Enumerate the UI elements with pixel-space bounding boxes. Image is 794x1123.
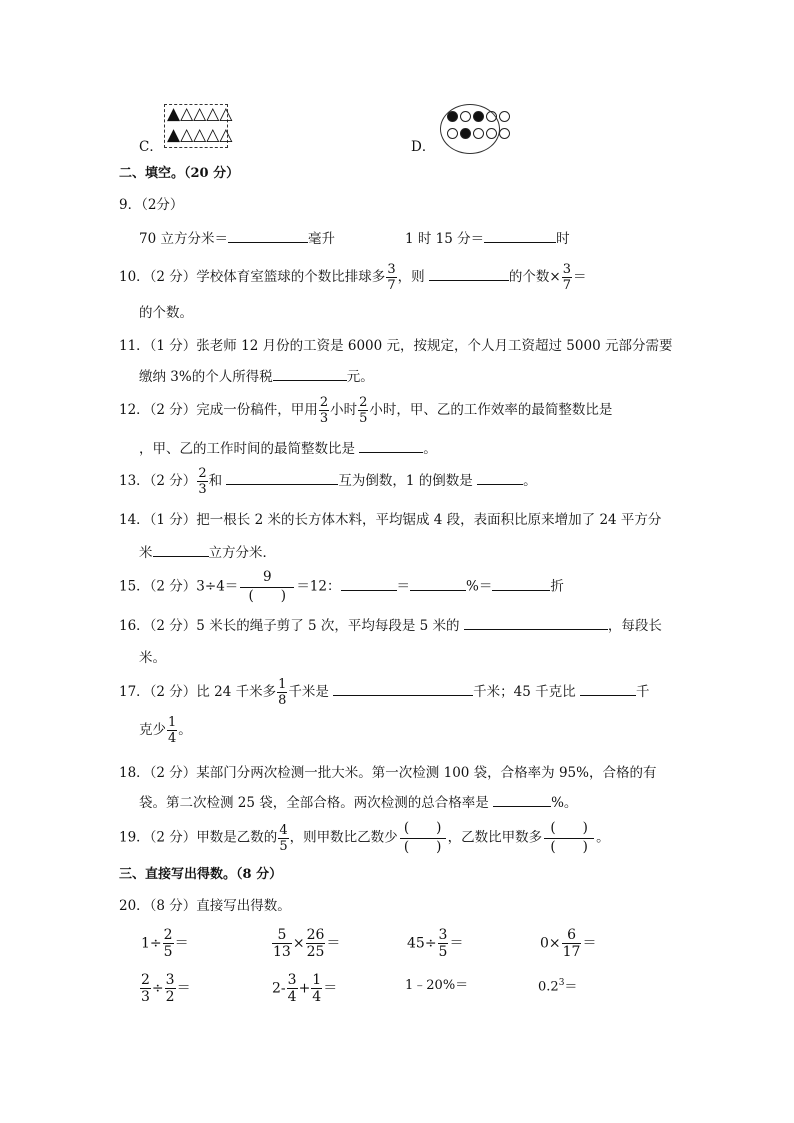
- outline-circle-icon: [499, 128, 510, 139]
- question-12-line2: [139, 443, 437, 457]
- q15-a: ＝12：: [296, 578, 341, 595]
- outline-circle-icon: [473, 128, 484, 139]
- filled-triangle-icon: ▲: [167, 104, 181, 124]
- fraction-blank[interactable]: ( ) ( ): [544, 822, 594, 854]
- q13-and: 和: [208, 473, 223, 489]
- q13-end: 。: [523, 473, 537, 489]
- filled-circle-icon: [460, 128, 471, 139]
- question-17-line2: [139, 716, 192, 745]
- q12-lead: 12．（2 分）完成一份稿件，甲用: [119, 402, 318, 418]
- q12-tail: 小时，甲、乙的工作效率的最简整数比是: [369, 402, 613, 418]
- q19-b: ，乙数比甲数多: [447, 829, 543, 846]
- triangle-row: [167, 127, 232, 144]
- fraction: $\frac{2}{3}$: [198, 466, 207, 497]
- q16-tail: ，每段长: [607, 618, 662, 634]
- q16-text: 16．（2 分）5 米长的绳子剪了 5 次，平均每段是 5 米的: [119, 618, 460, 634]
- q10-after: 的个数×: [508, 269, 561, 285]
- q19-c: 。: [596, 829, 610, 846]
- q19-lead: 19．（2 分）甲数是乙数的: [119, 829, 278, 846]
- outline-triangle-icon: △: [206, 125, 220, 145]
- expression-7: 1﹣20%＝: [405, 978, 469, 993]
- q17-end: 。: [178, 722, 192, 738]
- question-18: 18．（2 分）某部门分两次检测一批大米。第一次检测 100 袋，合格率为 95%，合格的有: [119, 765, 657, 781]
- outline-triangle-icon: △: [193, 104, 207, 124]
- outline-triangle-icon: △: [219, 104, 233, 124]
- question-9: 9．（2分）: [119, 197, 184, 213]
- q18-end: %。: [551, 795, 578, 811]
- answer-blank[interactable]: [341, 589, 397, 591]
- q14-end: 立方分米．: [208, 545, 276, 561]
- question-9-line-b: [405, 233, 570, 247]
- q15-b: ＝: [396, 578, 410, 595]
- fraction: $\frac{2}{5}$: [359, 395, 368, 426]
- answer-blank[interactable]: [477, 483, 523, 485]
- expression-2: $\frac{5}{13}$ × $\frac{26}{25}$ ＝: [273, 927, 341, 960]
- question-11: 11．（1 分）张老师 12 月份的工资是 6000 元，按规定，个人月工资超过 5000 元部分需要: [119, 338, 673, 354]
- triangle-row: [167, 106, 232, 123]
- q15-lead: 15．（2 分）3÷4＝: [119, 578, 239, 595]
- fraction-blank[interactable]: ( ) ( ): [400, 822, 446, 854]
- dot-row: [446, 111, 511, 126]
- q15-c: %＝: [466, 578, 493, 595]
- question-15: [119, 571, 564, 603]
- fraction: $\frac{3}{7}$: [387, 262, 396, 293]
- q17-c: 千: [635, 684, 650, 700]
- question-9-line: [139, 233, 335, 247]
- question-14-line2: [139, 547, 276, 561]
- question-17: [119, 678, 649, 707]
- answer-blank[interactable]: [359, 451, 423, 453]
- outline-circle-icon: [499, 111, 510, 122]
- question-16-line2: 米。: [139, 650, 166, 666]
- expression-4: 0× $\frac{6}{17}$ ＝: [540, 927, 597, 960]
- expression-8: $0.2^3=$: [538, 978, 578, 995]
- question-13: [119, 467, 537, 496]
- answer-blank[interactable]: [492, 589, 550, 591]
- answer-blank[interactable]: [333, 694, 473, 696]
- question-16: [119, 620, 662, 634]
- question-20: 20．（8 分）直接写出得数。: [119, 898, 291, 914]
- answer-blank[interactable]: [410, 589, 466, 591]
- q17-lead: 17．（2 分）比 24 千米多: [119, 684, 277, 700]
- filled-circle-icon: [447, 111, 458, 122]
- q9-part-a: 70 立方分米＝: [139, 231, 228, 247]
- question-14: 14．（1 分）把一根长 2 米的长方体木料，平均锯成 4 段，表面积比原来增加了 24 平方分: [119, 512, 662, 528]
- outline-circle-icon: [460, 111, 471, 122]
- q12-mid: 小时: [330, 402, 358, 418]
- q18-text: 袋。第二次检测 25 袋，全部合格。两次检测的总合格率是: [139, 795, 489, 811]
- question-18-line2: [139, 797, 577, 811]
- fraction: $\frac{1}{4}$: [168, 715, 177, 746]
- q14-unit: 米: [139, 545, 153, 561]
- q13-text: 互为倒数，1 的倒数是: [338, 473, 473, 489]
- expression-1: 1÷ $\frac{2}{5}$ ＝: [141, 927, 189, 960]
- answer-blank[interactable]: [493, 805, 551, 807]
- expression-6: 2- $\frac{3}{4}$ + $\frac{1}{4}$ ＝: [272, 972, 338, 1005]
- q17-a: 千米是: [288, 684, 329, 700]
- outline-circle-icon: [486, 128, 497, 139]
- q9-part-b: 1 时 15 分＝: [405, 231, 485, 247]
- q10-lead: 10．（2 分）学校体育室篮球的个数比排球多: [119, 269, 386, 285]
- q11-unit: 元。: [346, 369, 374, 385]
- answer-blank[interactable]: [273, 379, 347, 381]
- q12-text: ，甲、乙的工作时间的最简整数比是: [139, 441, 355, 457]
- outline-triangle-icon: △: [180, 125, 194, 145]
- outline-triangle-icon: △: [206, 104, 220, 124]
- fraction: 9 ( ): [240, 571, 294, 603]
- dot-row: [446, 128, 511, 143]
- question-10-line2: 的个数。: [139, 305, 193, 321]
- q9-unit-b: 时: [556, 231, 570, 247]
- answer-blank[interactable]: [484, 241, 556, 243]
- answer-blank[interactable]: [226, 483, 338, 485]
- answer-blank[interactable]: [580, 694, 636, 696]
- fraction: $\frac{3}{7}$: [562, 262, 571, 293]
- question-10: [119, 263, 586, 292]
- answer-blank[interactable]: [429, 279, 509, 281]
- filled-triangle-icon: ▲: [167, 125, 181, 145]
- q9-unit-a: 毫升: [307, 231, 335, 247]
- fraction: $\frac{4}{5}$: [279, 822, 288, 854]
- question-12: [119, 396, 612, 425]
- q10-eq: ＝: [572, 269, 587, 285]
- answer-blank[interactable]: [153, 555, 209, 557]
- expression-5: $\frac{2}{3}$ ÷ $\frac{3}{2}$ ＝: [141, 972, 191, 1005]
- q12-end: 。: [423, 441, 437, 457]
- outline-triangle-icon: △: [180, 104, 194, 124]
- option-d-label: D．: [411, 139, 436, 155]
- question-19: [119, 822, 610, 854]
- fraction: $\frac{1}{8}$: [278, 677, 287, 708]
- section-title: 三、直接写出得数。（8 分）: [119, 867, 283, 882]
- answer-blank[interactable]: [464, 628, 608, 630]
- section-title: 二、填空。（20 分）: [119, 166, 240, 181]
- option-c-label: C．: [139, 139, 163, 155]
- q17-line2: 克少: [139, 722, 166, 738]
- outline-triangle-icon: △: [219, 125, 233, 145]
- q11-text: 缴纳 3%的个人所得税: [139, 369, 273, 385]
- fraction: $\frac{2}{3}$: [319, 395, 329, 426]
- answer-blank[interactable]: [228, 241, 308, 243]
- question-11-line2: [139, 371, 374, 385]
- outline-circle-icon: [447, 128, 458, 139]
- expression-3: 45÷ $\frac{3}{5}$ ＝: [407, 927, 464, 960]
- q10-mid: ，则: [397, 269, 425, 285]
- q15-d: 折: [550, 578, 564, 595]
- outline-triangle-icon: △: [193, 125, 207, 145]
- q19-a: ，则甲数比乙数少: [289, 829, 398, 846]
- filled-circle-icon: [473, 111, 484, 122]
- outline-circle-icon: [486, 111, 497, 122]
- q17-b: 千米；45 千克比: [473, 684, 576, 700]
- q13-lead: 13．（2 分）: [119, 473, 197, 489]
